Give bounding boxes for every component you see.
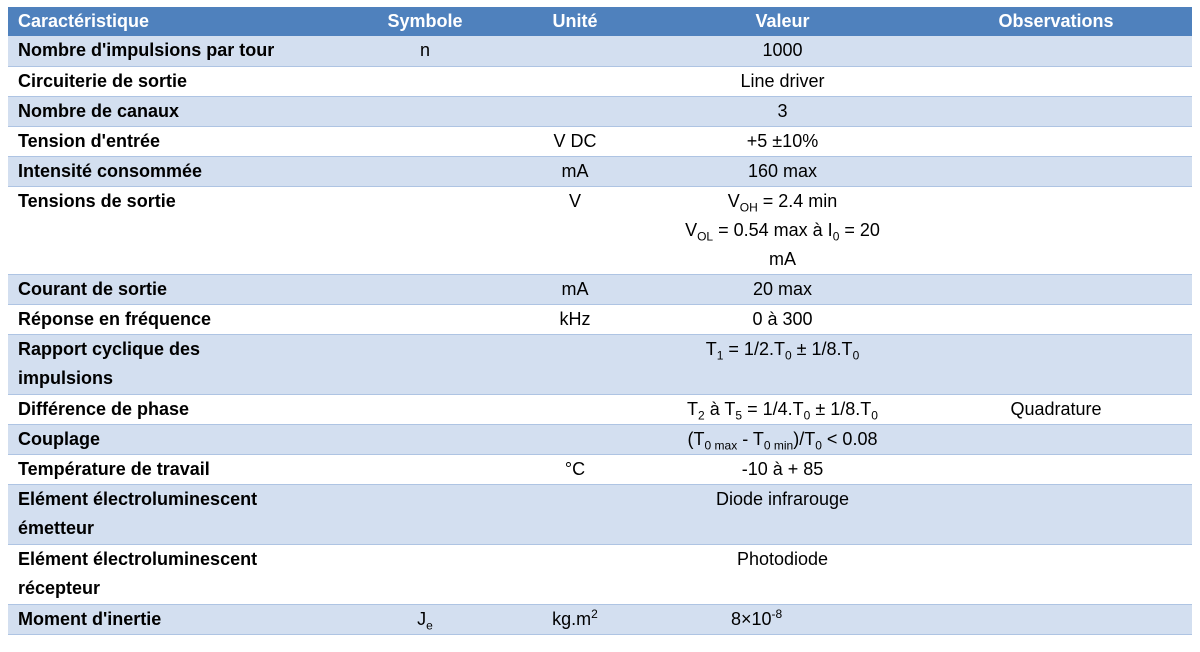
row-unit: $kg.m^2$ (505, 604, 645, 634)
table-row (8, 274, 1192, 304)
table-row (8, 334, 1192, 394)
row-name: Elément électroluminescent émetteur (8, 484, 345, 544)
row-name: Tension d'entrée (8, 126, 345, 156)
row-unit: °C (505, 454, 645, 484)
row-unit (505, 334, 645, 394)
row-symbol (345, 274, 505, 304)
row-name: Nombre de canaux (8, 96, 345, 126)
row-unit: mA (505, 274, 645, 304)
table-row (8, 484, 1192, 544)
row-value: 0 à 300 (645, 304, 920, 334)
row-symbol (345, 304, 505, 334)
row-value: Diode infrarouge (645, 484, 920, 544)
row-value: $(T_{0 max} - T_{0 min})/T_0 < 0.08$ (645, 424, 920, 454)
header-observations: Observations (920, 7, 1192, 36)
row-unit (505, 544, 645, 604)
row-symbol (345, 394, 505, 424)
spec-table (8, 7, 1192, 635)
row-name: Tensions de sortie (8, 186, 345, 274)
row-unit (505, 424, 645, 454)
row-observations (920, 304, 1192, 334)
row-observations (920, 66, 1192, 96)
table-row (8, 544, 1192, 604)
row-name: Température de travail (8, 454, 345, 484)
row-observations (920, 454, 1192, 484)
row-observations (920, 186, 1192, 274)
row-name: Intensité consommée (8, 156, 345, 186)
row-name: Réponse en fréquence (8, 304, 345, 334)
row-symbol (345, 156, 505, 186)
table-row (8, 96, 1192, 126)
row-symbol (345, 126, 505, 156)
row-value: +5 ±10% (645, 126, 920, 156)
row-observations (920, 96, 1192, 126)
header-symbole: Symbole (345, 7, 505, 36)
vol-line: $V_{OL} = 0.54$ max à $I_0 = 20$ (685, 219, 880, 244)
table-row (8, 394, 1192, 424)
table-row (8, 156, 1192, 186)
row-value (645, 186, 920, 274)
vol-unit-line: mA (769, 248, 796, 269)
row-observations (920, 126, 1192, 156)
row-value: $8\times 10^{-8}$ (645, 604, 920, 634)
row-value: $T_1 = 1/2.T_0 \pm 1/8.T_0$ (645, 334, 920, 394)
row-name: Moment d'inertie (8, 604, 345, 634)
row-observations (920, 424, 1192, 454)
row-unit: mA (505, 156, 645, 186)
row-name: Courant de sortie (8, 274, 345, 304)
header-row (8, 7, 1192, 36)
table-row (8, 304, 1192, 334)
row-value: Line driver (645, 66, 920, 96)
row-symbol: $J_e$ (345, 604, 505, 634)
table-row (8, 126, 1192, 156)
row-value: 20 max (645, 274, 920, 304)
row-name: Nombre d'impulsions par tour (8, 36, 345, 66)
row-observations (920, 604, 1192, 634)
row-value: 160 max (645, 156, 920, 186)
table-row (8, 66, 1192, 96)
table-row (8, 604, 1192, 634)
spec-table-container (8, 7, 1192, 635)
row-symbol (345, 424, 505, 454)
row-value: -10 à + 85 (645, 454, 920, 484)
row-name: Circuiterie de sortie (8, 66, 345, 96)
row-unit: V DC (505, 126, 645, 156)
table-row (8, 36, 1192, 66)
row-name: Différence de phase (8, 394, 345, 424)
table-row (8, 454, 1192, 484)
row-observations (920, 334, 1192, 394)
header-unite: Unité (505, 7, 645, 36)
table-row (8, 186, 1192, 274)
row-observations (920, 274, 1192, 304)
row-symbol: n (345, 36, 505, 66)
row-unit (505, 36, 645, 66)
row-symbol (345, 484, 505, 544)
row-symbol (345, 186, 505, 274)
row-name: Couplage (8, 424, 345, 454)
row-name: Elément électroluminescent récepteur (8, 544, 345, 604)
row-symbol (345, 96, 505, 126)
row-symbol (345, 454, 505, 484)
row-name: Rapport cyclique des impulsions (8, 334, 345, 394)
row-unit (505, 66, 645, 96)
row-symbol (345, 544, 505, 604)
row-value: $T_2$ à $T_5 = 1/4.T_0 \pm 1/8.T_0$ (645, 394, 920, 424)
row-unit (505, 96, 645, 126)
row-observations: Quadrature (920, 394, 1192, 424)
row-symbol (345, 334, 505, 394)
header-valeur: Valeur (645, 7, 920, 36)
header-caracteristique: Caractéristique (8, 7, 345, 36)
row-value: 3 (645, 96, 920, 126)
row-unit: kHz (505, 304, 645, 334)
row-observations (920, 156, 1192, 186)
table-row (8, 424, 1192, 454)
row-observations (920, 36, 1192, 66)
row-unit (505, 484, 645, 544)
row-observations (920, 544, 1192, 604)
voh-line: $V_{OH} = 2.4$ min (727, 190, 838, 215)
row-symbol (345, 66, 505, 96)
row-value: 1000 (645, 36, 920, 66)
row-value: Photodiode (645, 544, 920, 604)
row-unit (505, 394, 645, 424)
row-observations (920, 484, 1192, 544)
row-unit: V (505, 186, 645, 274)
